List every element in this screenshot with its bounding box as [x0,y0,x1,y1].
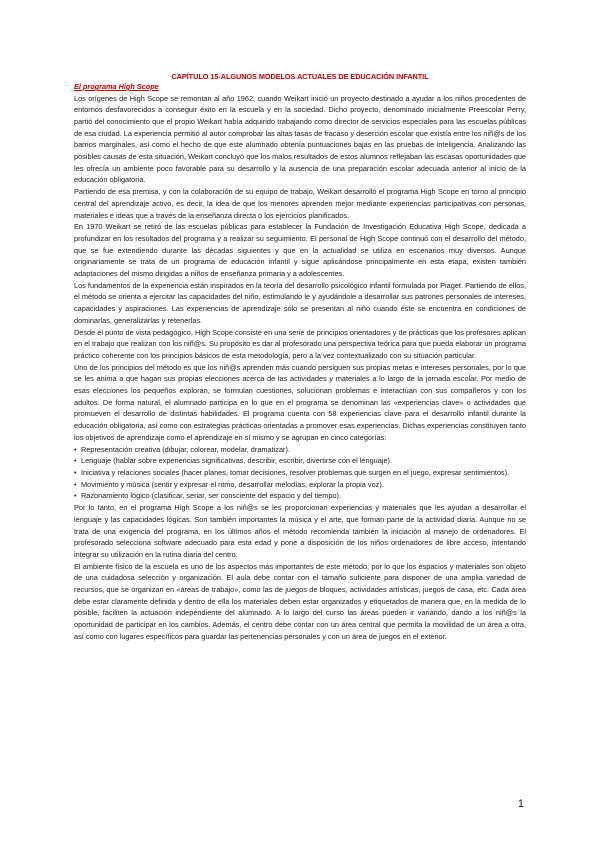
paragraph: Los fundamentos de la experiencia están inspirados en la teoría del desarrollo psicológico infantil formulada por Piaget. Partiendo de ellos, el método se orienta a ejercitar las capacidades del niño, estimulando le y ayudándole a desarrollar sus patrones personales de intereses, capacidades y aspiraciones. Las experiencias de aprendizaje sólo se presentan al niño cuando éste se encuentra en condiciones de dominarlas, generalizarlas y retenerlas. [74,280,526,325]
paragraph: Uno de los principios del método es que los niñ@s aprenden más cuando persiguen sus propias metas e intereses personales, por lo que se les anima a que hagan sus propias elecciones acerca de las actividades y materiales a lo largo de la jornada escolar. Por medio de esas elecciones los pequeños exploran, se formulan cuestiones, solucionan problemas e interactúan con sus compañeros y con los adultos. De forma natural, el alumnado participa en lo que en el programa se denominan las «experiencias clave» o actividades que promueven el desarrollo de distintas habilidades. El programa cuenta con 58 experiencias clave para el desarrollo infantil durante la educación obligatoria, así como con estrategias prácticas orientadas a promover esas experiencias. Dichas experiencias constituyen tanto los objetivos de aprendizaje como el aprendizaje en sí mismo y se agrupan en cinco categorías: [74,362,526,442]
page-number: 1 [517,798,524,810]
list-item-text: Iniciativa y relaciones sociales (hacer planes, tomar decisiones, resolver problemas que surgen en el juego, expresar sentimientos). [81,468,510,477]
list-item-text: Razonamiento lógico (clasificar, seriar, ser consciente del espacio y del tiempo). [81,491,342,501]
chapter-title: CAPÍTULO 15-ALGUNOS MODELOS ACTUALES DE EDUCACIÓN INFANTIL [171,72,429,81]
section-title: El programa High Scope [74,82,159,91]
list-item [74,490,526,502]
paragraph: El ambiente físico de la escuela es uno de los aspectos más importantes de este método, por lo que los espacios y materiales son objeto de una cuidadosa selección y organización. El aula debe contar con el tamaño suficiente para disponer de una amplia variedad de recursos, que se organizan en «áreas de trabajo», como las de juegos de bloques, actividades artísticas, juegos de casa, etc. Cada área debe estar claramente definida y dentro de ella los materiales deben estar organizados y etiquetados de manera que, en la medida de lo posible, faciliten la actuación independiente del alumnado. A lo largo del curso las áreas pueden ir variando, dando a los niñ@s la oportunidad de participar en los cambios. Además, el centro debe contar con un área central que permita la movilidad de un área a otra, así como con lugares específicos para guardar las pertenencias personales y con un área de juegos en el exterior. [74,561,526,641]
bullet-icon: • [74,444,77,454]
list-item-text: Movimiento y música (sentir y expresar el ritmo, desarrollar melodías, explorar la propia voz). [81,479,384,489]
list-item [74,467,526,479]
paragraph: Partiendo de esa premisa, y con la colaboración de su equipo de trabajo, Weikart desarrolló el programa High Scope en torno al principio central del aprendizaje activo, es decir, la idea de que los menores aprenden mejor mediante experiencias participativas con personas, materiales e ideas que a través de la enseñanza directa o los ejercicios planificados. [74,187,526,220]
list-item [74,444,526,456]
paragraph: En 1970 Weikart se retiró de las escuelas públicas para establecer la Fundación de Investigación Educativa High Scope, dedicada a profundizar en los resultados del programa y a realizar su seguimiento. El personal de High Scope continuó con el desarrollo del método, que se fue extendiendo durante las décadas siguientes y que en la actualidad se utiliza en escenarios muy diversos. Aunque originariamente se trata de un programa de educación infantil y sigue aplicándose principalmente en esta etapa, existen también adaptaciones del mismo dirigidas a niños de enseñanza primaria y a adolescentes. [74,222,526,279]
bullet-icon: • [74,491,77,501]
list-item [74,455,526,467]
page-content [74,72,526,643]
list-item-text: Representación creativa (dibujar, colorear, modelar, dramatizar). [81,444,290,454]
list-item-text: Lenguaje (hablar sobre experiencias significativas, describir, escribir, divertirse con el lenguaje). [81,456,393,466]
paragraph: Desde el punto de vista pedagógico, High Scope consiste en una serie de principios orientadores y de prácticas que los profesores aplican en el trabajo que realizan con los niñ@s. Su propósito es dar al profesorado una perspectiva teórica para que pueda elaborar un programa práctico coherente con los principios básicos de esta metodología, pero a la vez contextualizado con su situación particular. [74,327,526,360]
key-experiences-list [74,444,526,503]
list-item [74,479,526,491]
bullet-icon: • [74,456,77,466]
bullet-icon: • [74,468,77,477]
bullet-icon: • [74,479,77,489]
paragraph: Por lo tanto, en el programa High Scope a los niñ@s se les proporcionan experiencias y materiales que les ayudan a desarrollar el lenguaje y las capacidades lógicas. Son también importantes la música y el arte, que forman parte de la actividad diaria. Aunque no se trata de una exigencia del programa, en los últimos años el método recomienda también la iniciación al manejo de ordenadores. El profesorado selecciona software adecuado para esta edad y pone a disposición de los niños ordenadores de libre acceso, intentando integrar su utilización en la rutina diaria del centro. [74,503,526,559]
paragraph: Los orígenes de High Scope se remontan al año 1962, cuando Weikart inició un proyecto destinado a ayudar a los niños procedentes de entornos desfavorecidos a conseguir éxito en la escuela y en la sociedad. Dicho proyecto, denominado inicialmente Preescolar Perry, partió del conocimiento que el propio Weikart había adquirido trabajando como director de servicios especiales para las escuelas públicas de esa ciudad. La experiencia permitió al autor comprobar las altas tasas de fracaso y deserción escolar que existía entre los niñ@s de los barrios marginales, así como el hecho de que este alumnado obtenía puntuaciones bajas en las pruebas de inteligencia. Analizando las posibles causas de esta situación, Weikart concluyó que los malos resultados de estos alumnos reflejaban las escasas oportunidades que les ofrecía un ambiente poco favorable para su desarrollo y la ausencia de una preparación escolar adecuada anterior al inicio de la educación obligatoria. [74,93,526,185]
